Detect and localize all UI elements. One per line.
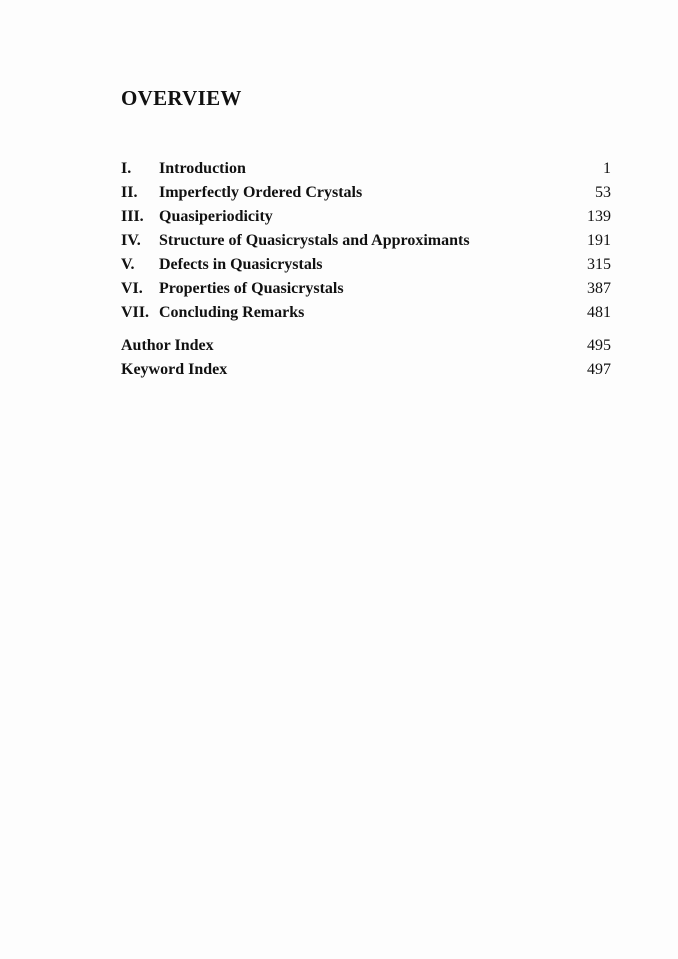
chapter-title: Structure of Quasicrystals and Approximants [159,232,470,249]
chapter-title: Quasiperiodicity [159,208,273,225]
toc-entry-chapter-5[interactable] [121,253,611,277]
toc-entry-chapter-4[interactable] [121,229,611,253]
index-title: Keyword Index [121,361,228,378]
chapter-numeral: VI. [121,280,143,297]
index-title: Author Index [121,337,214,354]
chapter-title: Defects in Quasicrystals [159,256,323,273]
table-of-contents [121,157,611,382]
page-number: 495 [587,337,611,354]
chapter-title: Concluding Remarks [159,304,305,321]
toc-entry-chapter-3[interactable] [121,205,611,229]
chapter-numeral: IV. [121,232,141,249]
chapter-title: Imperfectly Ordered Crystals [159,184,363,201]
toc-entry-author-index[interactable] [121,334,611,358]
page-number: 53 [595,184,611,201]
chapter-numeral: II. [121,184,138,201]
toc-entry-keyword-index[interactable] [121,358,611,382]
toc-entry-chapter-6[interactable] [121,277,611,301]
page-number: 139 [587,208,611,225]
page-number: 481 [587,304,611,321]
toc-entry-chapter-7[interactable] [121,301,611,325]
chapter-title: Introduction [159,160,246,177]
chapter-numeral: I. [121,160,132,177]
page-number: 1 [603,160,611,177]
chapter-numeral: V. [121,256,135,273]
chapter-numeral: III. [121,208,144,225]
page-title: OVERVIEW [121,86,242,110]
section-spacer [121,325,611,334]
page-number: 315 [587,256,611,273]
page-number: 191 [587,232,611,249]
toc-entry-chapter-1[interactable] [121,157,611,181]
toc-entry-chapter-2[interactable] [121,181,611,205]
chapter-numeral: VII. [121,304,150,321]
chapter-title: Properties of Quasicrystals [159,280,344,297]
page-number: 387 [587,280,611,297]
page-number: 497 [587,361,611,378]
